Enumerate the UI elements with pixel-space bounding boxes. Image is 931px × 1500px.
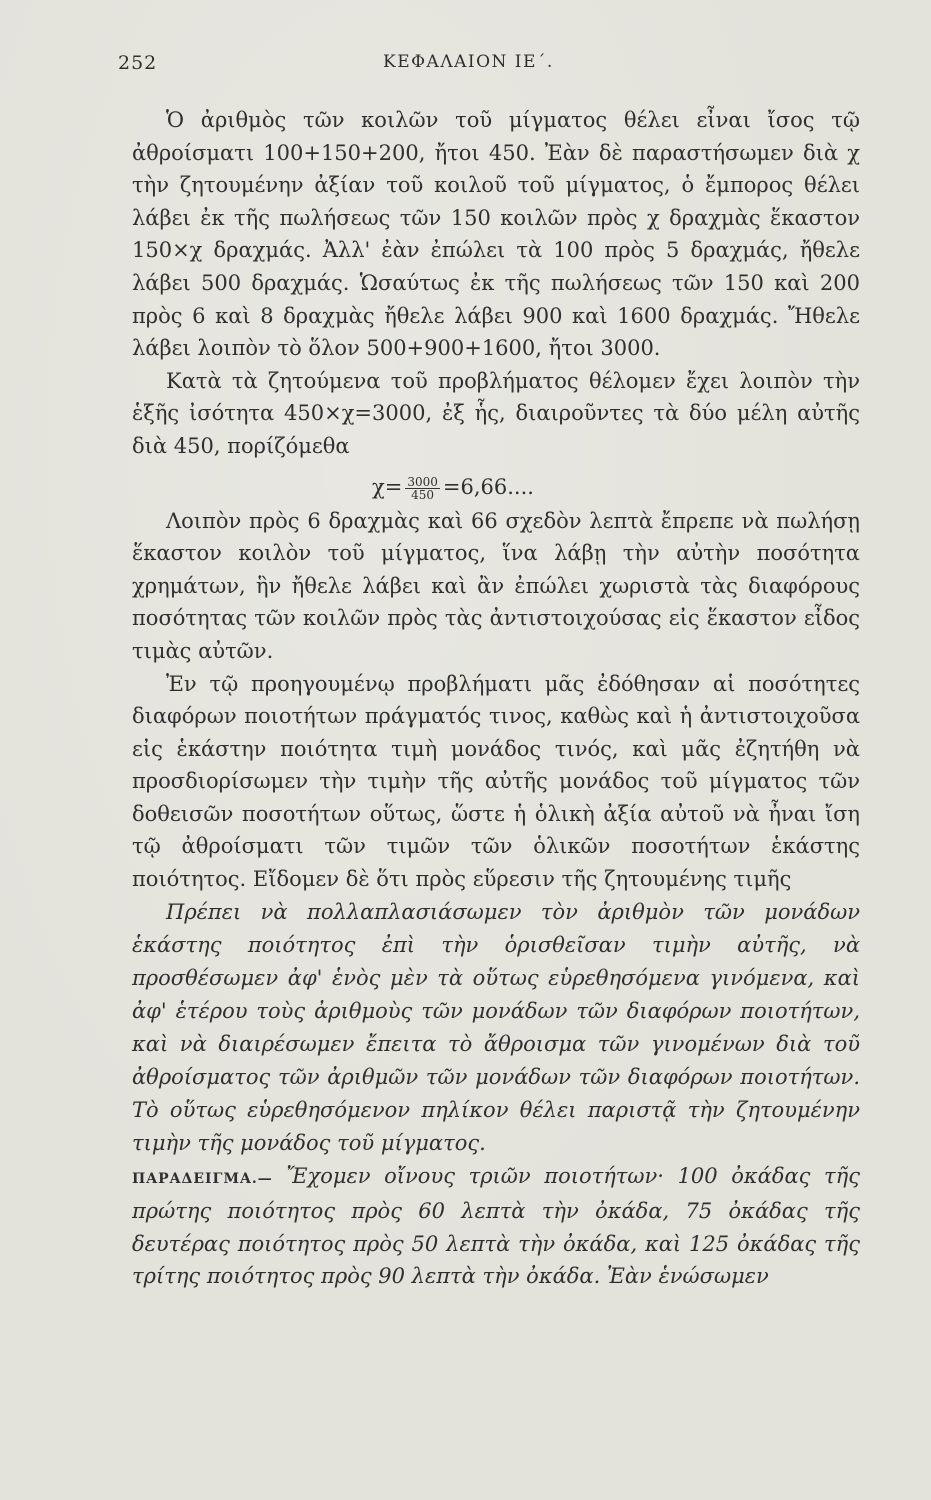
formula-rhs: =6,66.... bbox=[442, 474, 534, 499]
example-paragraph bbox=[132, 1160, 860, 1293]
example-text: Ἔχομεν οἴνους τριῶν ποιοτήτων· 100 ὀκάδας τῆς πρώτης ποιότητος πρὸς 60 λεπτὰ τὴν ὀκάδα, 75 ὀκάδας τῆς δευτέρας ποιότητος πρὸς 50 λεπτὰ τὴν ὀκάδα, καὶ 125 ὀκάδας τῆς τρίτης ποιότητος πρὸς 90 λεπτὰ τὴν ὀκάδα. Ἐὰν ἑνώσωμεν bbox=[132, 1163, 860, 1289]
rule-statement: Πρέπει νὰ πολλαπλασιάσωμεν τὸν ἀριθμὸν τῶν μονάδων ἑκάστης ποιότητος ἐπὶ τὴν ὁρισθεῖσαν τιμὴν αὐτῆς, νὰ προσθέσωμεν ἀφ' ἑνὸς μὲν τὰ οὕτως εὑρεθησόμενα γινόμενα, καὶ ἀφ' ἑτέρου τοὺς ἀριθμοὺς τῶν μονάδων τῶν διαφόρων ποιοτήτων, καὶ νὰ διαιρέσωμεν ἔπειτα τὸ ἄθροισμα τῶν γινομένων διὰ τοῦ ἀθροίσματος τῶν ἀριθμῶν τῶν μονάδων τῶν διαφόρων ποιοτήτων. Τὸ οὕτως εὑρεθησόμενον πηλίκον θέλει παριστᾷ τὴν ζητουμένην τιμὴν τῆς μονάδος τοῦ μίγματος. bbox=[132, 899, 860, 1155]
formula-denominator: 450 bbox=[411, 487, 435, 502]
paragraph-3: Λοιπὸν πρὸς 6 δραχμὰς καὶ 66 σχεδὸν λεπτὰ ἔπρεπε νὰ πωλήσῃ ἕκαστον κοιλὸν τοῦ μίγματος, ἵνα λάβῃ τὴν αὐτὴν ποσότητα χρημάτων, ἣν ἤθελε λάβει καὶ ἂν ἐπώλει χωριστὰ τὰς διαφόρους ποσότητας τῶν κοιλῶν πρὸς τὰς ἀντιστοιχούσας εἰς ἕκαστον εἶδος τιμὰς αὐτῶν. bbox=[132, 508, 860, 663]
formula bbox=[132, 471, 860, 503]
paragraph-4: Ἐν τῷ προηγουμένῳ προβλήματι μᾶς ἐδόθησαν αἱ ποσότητες διαφόρων ποιοτήτων πράγματός τινος, καθὼς καὶ ἡ ἀντιστοιχοῦσα εἰς ἑκάστην ποιότητα τιμὴ μονάδος τινός, καὶ μᾶς ἐζητήθη νὰ προσδιορίσωμεν τὴν τιμὴν τῆς αὐτῆς μονάδος τοῦ μίγματος τῶν δοθεισῶν ποσοτήτων οὕτως, ὥστε ἡ ὁλικὴ ἀξία αὐτοῦ νὰ ἦναι ἴση τῷ ἀθροίσματι τῶν τιμῶν τῶν ὁλικῶν ποσοτήτων ἑκάστης ποιότητος. Εἴδομεν δὲ ὅτι πρὸς εὕρεσιν τῆς ζητουμένης τιμῆς bbox=[132, 671, 860, 892]
page-header bbox=[118, 52, 858, 82]
formula-fraction bbox=[405, 476, 440, 501]
paragraph-1: Ὁ ἀριθμὸς τῶν κοιλῶν τοῦ μίγματος θέλει εἶναι ἴσος τῷ ἀθροίσματι 100+150+200, ἤτοι 450. Ἐὰν δὲ παραστήσωμεν διὰ χ τὴν ζητουμένην ἀξίαν τοῦ κοιλοῦ τοῦ μίγματος, ὁ ἔμπορος θέλει λάβει ἐκ τῆς πωλήσεως τῶν 150 κοιλῶν πρὸς χ δραχμὰς ἕκαστον 150×χ δραχμάς. Ἀλλ' ἐὰν ἐπώλει τὰ 100 πρὸς 5 δραχμάς, ἤθελε λάβει 500 δραχμάς. Ὡσαύτως ἐκ τῆς πωλήσεως τῶν 150 καὶ 200 πρὸς 6 καὶ 8 δραχμὰς ἤθελε λάβει 900 καὶ 1600 δραχμάς. Ἤθελε λάβει λοιπὸν τὸ ὅλον 500+900+1600, ἤτοι 3000. bbox=[132, 108, 860, 361]
formula-lhs: χ= bbox=[372, 474, 403, 499]
paragraph-2: Κατὰ τὰ ζητούμενα τοῦ προβλήματος θέλομεν ἔχει λοιπὸν τὴν ἑξῆς ἰσότητα 450×χ=3000, ἐξ ἧς, διαιροῦντες τὰ δύο μέλη αὐτῆς διὰ 450, πορίζόμεθα bbox=[132, 368, 860, 458]
formula-numerator: 3000 bbox=[407, 474, 438, 489]
body-text bbox=[132, 104, 860, 1293]
example-label: ΠΑΡΑΔΕΙΓΜΑ.— bbox=[132, 1170, 273, 1187]
chapter-title: ΚΕΦΑΛΑΙΟΝ ΙΕ΄. bbox=[383, 52, 554, 72]
page-number: 252 bbox=[118, 52, 158, 74]
